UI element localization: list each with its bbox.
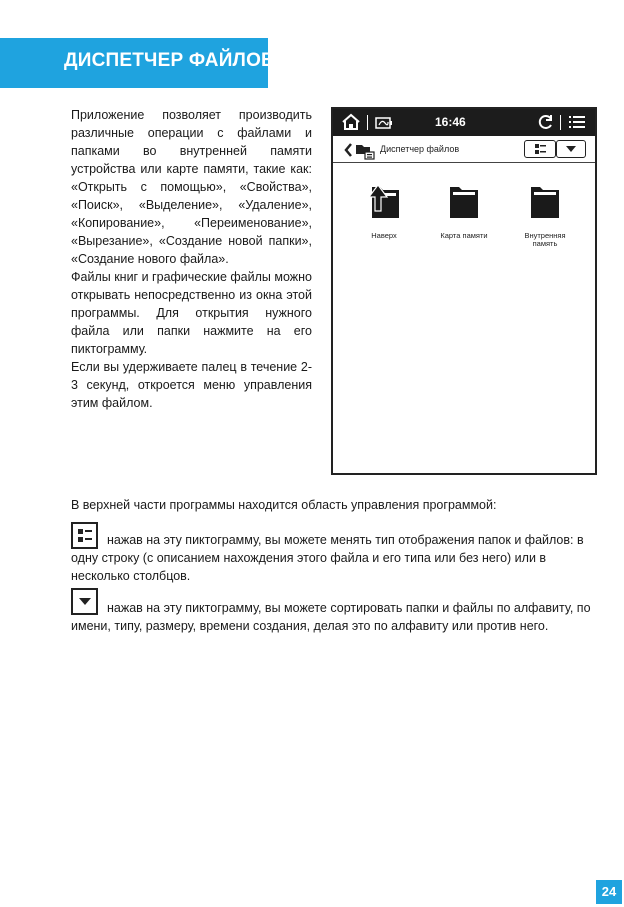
battery-icon (375, 116, 393, 134)
folder-item-card[interactable] (424, 179, 504, 240)
app-titlebar (333, 138, 595, 163)
folder-label: Внутренняя память (524, 231, 566, 248)
chevron-down-icon (566, 146, 576, 153)
divider (367, 115, 368, 130)
page-number: 24 (596, 880, 622, 904)
app-title: Диспетчер файлов (380, 144, 460, 154)
intro-paragraph: Если вы удерживаете палец в течение 2-3 секунд, откроется меню управления этим файлом. (71, 360, 312, 410)
folder-icon (446, 179, 482, 219)
folder-item-internal[interactable] (505, 179, 585, 248)
intro-paragraph: Приложение позволяет производить различные операции с файлами и папками во внутренней памяти устройства или карте памяти, такие как: «Открыть с помощью», «Свойства», «Поиск», «Выделение», «Удаление», «Копирование», «Переименование», «Вырезание», «Создание новой папки», «Создание нового файла». (71, 108, 312, 266)
sort-description: нажав на эту пиктограмму, вы можете сортировать папки и файлы по алфавиту, по имени, типу, размеру, времени создания, делая это по алфавиту или против него. (71, 601, 591, 633)
page-title: ДИСПЕТЧЕР ФАЙЛОВ (64, 50, 275, 71)
folder-item-up[interactable] (344, 179, 424, 240)
sort-button[interactable] (556, 140, 586, 158)
status-time: 16:46 (435, 115, 466, 129)
view-mode-description: нажав на эту пиктограмму, вы можете менять тип отображения папок и файлов: в одну строку (с описанием нахождения этого файла и его типа или без него) или в несколько столбцов. (71, 533, 584, 583)
folder-icon (527, 179, 563, 219)
file-manager-icon (355, 142, 375, 165)
refresh-icon[interactable] (538, 113, 554, 136)
divider (560, 115, 561, 130)
device-screenshot (331, 107, 597, 475)
list-view-icon (535, 144, 546, 154)
menu-icon[interactable] (568, 113, 586, 136)
folder-label: Карта памяти (440, 231, 488, 240)
folder-up-icon (366, 179, 402, 219)
view-mode-button[interactable] (524, 140, 556, 158)
status-bar (333, 109, 595, 136)
intro-text (71, 106, 312, 412)
folder-label: Наверх (371, 231, 397, 240)
back-icon[interactable] (343, 142, 353, 163)
home-icon[interactable] (341, 113, 361, 136)
control-area-text: В верхней части программы находится область управления программой: (71, 498, 497, 512)
intro-paragraph: Файлы книг и графические файлы можно открывать непосредственно из окна этой программы. Для открытия нужного файла или папки нажмите на его пиктограмму. (71, 270, 312, 356)
